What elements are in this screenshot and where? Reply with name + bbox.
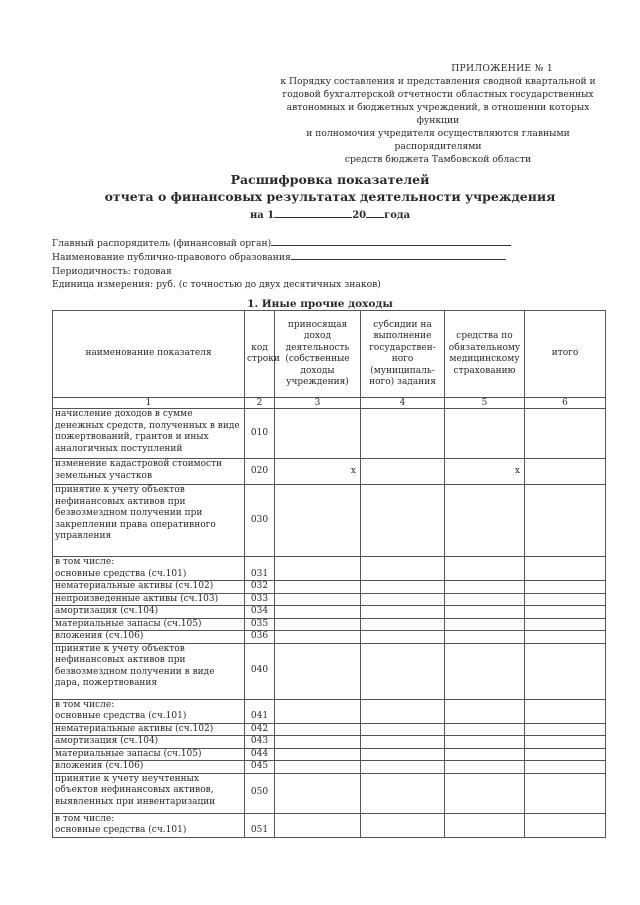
row-name [53,813,245,837]
cell-own-income[interactable] [275,643,361,699]
cell-total[interactable] [525,699,606,723]
column-number: 4 [361,398,445,409]
row-name: амортизация (сч.104) [53,736,245,749]
section-title: 1. Иные прочие доходы [247,298,393,310]
row-name-intro: в том числе: [55,699,115,710]
cell-total[interactable] [525,409,606,459]
row-name-intro: в том числе: [55,813,115,824]
cell-own-income[interactable] [275,618,361,631]
cell-total[interactable] [525,736,606,749]
table-row [53,631,606,644]
cell-own-income[interactable] [275,409,361,459]
cell-medical-insurance[interactable] [445,485,525,557]
cell-own-income[interactable] [275,761,361,774]
cell-subsidies[interactable] [361,813,445,837]
row-name: принятие к учету объектов нефинансовых активов при безвозмездном получении в виде дара, пожертвования [53,643,245,699]
unit: Единица измерения: руб. (с точностью до двух десятичных знаков) [52,279,381,291]
cell-own-income[interactable] [275,557,361,581]
cell-total[interactable] [525,723,606,736]
cell-subsidies[interactable] [361,409,445,459]
cell-total[interactable] [525,557,606,581]
cell-medical-insurance-x: x [445,459,525,485]
info-entity-line [52,250,522,264]
cell-subsidies[interactable] [361,557,445,581]
row-code: 040 [245,643,275,699]
appendix-line: годовой бухгалтерской отчетности областных государственных [282,89,594,100]
chief-blank [271,236,511,246]
table-row [53,723,606,736]
header-total: итого [525,311,606,398]
row-name-intro: в том числе: [55,557,115,567]
cell-total[interactable] [525,618,606,631]
table-row [53,736,606,749]
table-row [53,581,606,594]
cell-own-income[interactable] [275,593,361,606]
table-row [53,643,606,699]
cell-subsidies[interactable] [361,643,445,699]
table-row [53,813,606,837]
cell-total[interactable] [525,761,606,774]
cell-subsidies[interactable] [361,618,445,631]
date-day-blank [274,208,352,218]
row-code: 035 [245,618,275,631]
row-code: 044 [245,748,275,761]
cell-medical-insurance[interactable] [445,631,525,644]
chief-label: Главный распорядитель (финансовый орган) [52,238,272,249]
table-row [53,459,606,485]
appendix-heading: ПРИЛОЖЕНИЕ № 1 [451,63,553,74]
cell-total[interactable] [525,593,606,606]
header-subsidies: субсидии на выполнение государствен-ного (муниципаль-ного) задания [361,311,445,398]
column-number: 5 [445,398,525,409]
cell-total[interactable] [525,813,606,837]
appendix-line: и полномочия учредителя осуществляются главными распорядителями [306,128,570,152]
row-code: 031 [245,557,275,581]
cell-own-income[interactable] [275,581,361,594]
cell-subsidies[interactable] [361,761,445,774]
header-row [53,311,606,398]
row-name [53,557,245,581]
cell-medical-insurance[interactable] [445,813,525,837]
cell-subsidies[interactable] [361,699,445,723]
cell-medical-insurance[interactable] [445,723,525,736]
date-year-prefix: 20 [352,210,367,221]
row-name: вложения (сч.106) [53,631,245,644]
appendix-line: к Порядку составления и представления сводной квартальной и [280,76,596,87]
row-code: 045 [245,761,275,774]
cell-total[interactable] [525,581,606,594]
cell-subsidies[interactable] [361,485,445,557]
table-row [53,409,606,459]
cell-medical-insurance[interactable] [445,409,525,459]
appendix-line: автономных и бюджетных учреждений, в отношении которых функции [286,102,590,126]
cell-subsidies[interactable] [361,593,445,606]
cell-total[interactable] [525,459,606,485]
cell-own-income[interactable] [275,813,361,837]
row-code: 030 [245,485,275,557]
row-name: изменение кадастровой стоимости земельных участков [53,459,245,485]
document-subtitle: отчета о финансовых результатах деятельности учреждения [104,189,556,204]
row-name: непроизведенные активы (сч.103) [53,593,245,606]
row-code: 042 [245,723,275,736]
row-name [53,699,245,723]
cell-subsidies[interactable] [361,736,445,749]
row-name-item: основные средства (сч.101) [55,825,187,835]
cell-medical-insurance[interactable] [445,761,525,774]
cell-total[interactable] [525,748,606,761]
column-number: 6 [525,398,606,409]
cell-medical-insurance[interactable] [445,618,525,631]
row-code: 043 [245,736,275,749]
row-name: амортизация (сч.104) [53,606,245,619]
column-numbers-row [53,398,606,409]
cell-medical-insurance[interactable] [445,773,525,813]
cell-subsidies[interactable] [361,631,445,644]
cell-own-income[interactable] [275,631,361,644]
cell-own-income[interactable] [275,485,361,557]
entity-blank [291,250,506,260]
row-name-item: основные средства (сч.101) [55,711,187,721]
row-name: вложения (сч.106) [53,761,245,774]
document-title: Расшифровка показателей [230,172,430,187]
cell-medical-insurance[interactable] [445,606,525,619]
report-date-line [60,208,600,221]
cell-medical-insurance[interactable] [445,736,525,749]
table-row [53,699,606,723]
cell-medical-insurance[interactable] [445,581,525,594]
info-chief-line [52,236,522,250]
cell-own-income[interactable] [275,606,361,619]
cell-total[interactable] [525,606,606,619]
row-code: 033 [245,593,275,606]
cell-subsidies[interactable] [361,459,445,485]
cell-own-income[interactable] [275,736,361,749]
row-name: нематериальные активы (сч.102) [53,723,245,736]
row-name: принятие к учету неучтенных объектов нефинансовых активов, выявленных при инвентаризации [53,773,245,813]
table-row [53,773,606,813]
date-suffix: года [384,210,411,221]
entity-label: Наименование публично-правового образования [52,252,291,264]
cell-own-income-x: x [275,459,361,485]
table-row [53,618,606,631]
cell-medical-insurance[interactable] [445,593,525,606]
column-number: 3 [275,398,361,409]
row-code: 050 [245,773,275,813]
table-row [53,761,606,774]
header-name: наименование показателя [53,311,245,398]
column-number: 2 [245,398,275,409]
cell-total[interactable] [525,643,606,699]
row-code: 041 [245,699,275,723]
table-row [53,606,606,619]
table-row [53,593,606,606]
row-code: 032 [245,581,275,594]
table-row [53,485,606,557]
cell-own-income[interactable] [275,699,361,723]
cell-total[interactable] [525,485,606,557]
cell-total[interactable] [525,773,606,813]
row-name: принятие к учету объектов нефинансовых активов при безвозмездном получении при закреплении права оперативного управления [53,485,245,557]
appendix-line: средств бюджета Тамбовской области [344,154,532,165]
header-code: код строки [245,311,275,398]
cell-own-income[interactable] [275,773,361,813]
appendix-block [268,62,608,166]
row-code: 036 [245,631,275,644]
row-name: материальные запасы (сч.105) [53,748,245,761]
table-row [53,557,606,581]
cell-subsidies[interactable] [361,606,445,619]
column-number: 1 [53,398,245,409]
table-row [53,748,606,761]
cell-own-income[interactable] [275,748,361,761]
date-year-blank [366,208,384,218]
row-code: 034 [245,606,275,619]
cell-total[interactable] [525,631,606,644]
cell-medical-insurance[interactable] [445,557,525,581]
date-prefix: на 1 [249,210,275,221]
cell-medical-insurance[interactable] [445,748,525,761]
row-code: 020 [245,459,275,485]
cell-own-income[interactable] [275,723,361,736]
cell-medical-insurance[interactable] [445,643,525,699]
header-medical-insurance: средства по обязательному медицинскому страхованию [445,311,525,398]
periodicity: Периодичность: годовая [52,265,172,277]
cell-subsidies[interactable] [361,773,445,813]
row-code: 010 [245,409,275,459]
row-name: начисление доходов в сумме денежных средств, полученных в виде пожертвований, грантов и иных аналогичных поступлений [53,409,245,459]
header-own-income: приносящая доход деятельность (собственные доходы учреждения) [275,311,361,398]
cell-subsidies[interactable] [361,723,445,736]
report-info [52,236,522,292]
row-name: нематериальные активы (сч.102) [53,581,245,594]
income-table [52,310,606,838]
cell-subsidies[interactable] [361,748,445,761]
row-name: материальные запасы (сч.105) [53,618,245,631]
row-name-item: основные средства (сч.101) [55,568,187,579]
cell-subsidies[interactable] [361,581,445,594]
row-code: 051 [245,813,275,837]
cell-medical-insurance[interactable] [445,699,525,723]
